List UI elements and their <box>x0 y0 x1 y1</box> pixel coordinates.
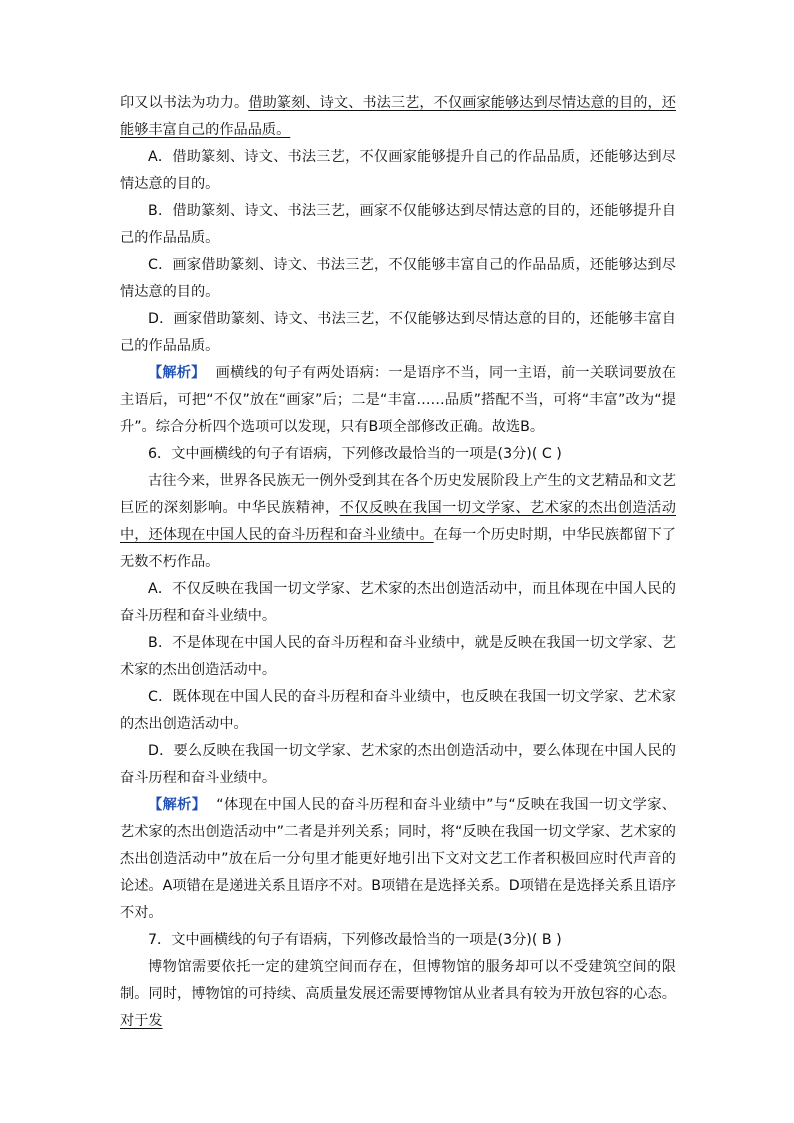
q5-option-a: A．借助篆刻、诗文、书法三艺，不仅画家能够提升自己的作品品质，还能够达到尽情达意的目的。 <box>120 149 676 192</box>
q7-question: 7．文中画横线的句子有语病，下列修改最恰当的一项是(3分)( B ) <box>148 932 562 948</box>
q7-underlined-sentence: 对于发 <box>120 1013 163 1029</box>
q5-underlined-sentence: 借助篆刻、诗文、书法三艺，不仅画家能够达到尽情达意的目的，还能够丰富自己的作品品质。 <box>120 95 676 138</box>
q6-underlined-sentence: 不仅反映在我国一切文学家、艺术家的杰出创造活动中，还体现在中国人民的奋斗历程和奋斗业绩中。 <box>120 500 676 543</box>
q6-option-a: A．不仅反映在我国一切文学家、艺术家的杰出创造活动中，而且体现在中国人民的奋斗历程和奋斗业绩中。 <box>120 581 676 624</box>
analysis-label: 【解析】 <box>148 365 206 381</box>
q5-passage-plain: 印又以书法为功力。 <box>120 95 249 111</box>
document-page <box>120 90 676 1035</box>
q5-option-d: D．画家借助篆刻、诗文、书法三艺，不仅能够达到尽情达意的目的，还能够丰富自己的作品品质。 <box>120 311 676 354</box>
q6-option-d: D．要么反映在我国一切文学家、艺术家的杰出创造活动中，要么体现在中国人民的奋斗历程和奋斗业绩中。 <box>120 743 676 786</box>
analysis-label: 【解析】 <box>148 797 207 813</box>
q5-option-b: B．借助篆刻、诗文、书法三艺，画家不仅能够达到尽情达意的目的，还能够提升自己的作品品质。 <box>120 203 676 246</box>
q6-question: 6．文中画横线的句子有语病，下列修改最恰当的一项是(3分)( C ) <box>148 446 562 462</box>
q6-passage-after: 在每一个历史时期，中华民族都留下了无数不朽作品。 <box>120 527 676 570</box>
q5-option-c: C．画家借助篆刻、诗文、书法三艺，不仅能够丰富自己的作品品质，还能够达到尽情达意的目的。 <box>120 257 676 300</box>
q7-passage-before: 博物馆需要依托一定的建筑空间而存在，但博物馆的服务却可以不受建筑空间的限制。同时，博物馆的可持续、高质量发展还需要博物馆从业者具有较为开放包容的心态。 <box>120 959 676 1002</box>
q6-option-c: C．既体现在中国人民的奋斗历程和奋斗业绩中，也反映在我国一切文学家、艺术家的杰出创造活动中。 <box>120 689 676 732</box>
q6-passage <box>120 468 676 576</box>
q6-analysis <box>120 792 676 927</box>
q6-analysis-text: “体现在中国人民的奋斗历程和奋斗业绩中”与“反映在我国一切文学家、艺术家的杰出创造活动中”二者是并列关系；同时，将“反映在我国一切文学家、艺术家的杰出创造活动中”放在后一分句里才能更好地引出下文对文艺工作者积极回应时代声音的论述。A项错在是递进关系且语序不对。B项错在是选择关系。D项错在是选择关系且语序不对。 <box>120 797 676 921</box>
q5-analysis <box>120 360 676 441</box>
q7-passage <box>120 954 676 1035</box>
q6-passage-before: 古往今来，世界各民族无一例外受到其在各个历史发展阶段上产生的文艺精品和文艺巨匠的深刻影响。中华民族精神， <box>120 473 676 516</box>
q6-option-b: B．不是体现在中国人民的奋斗历程和奋斗业绩中，就是反映在我国一切文学家、艺术家的杰出创造活动中。 <box>120 635 676 678</box>
q5-analysis-text: 画横线的句子有两处语病：一是语序不当，同一主语，前一关联词要放在主语后，可把“不仅”放在“画家”后；二是“丰富……品质”搭配不当，可将“丰富”改为“提升”。综合分析四个选项可以发现，只有B项全部修改正确。故选B。 <box>120 365 676 435</box>
q5-passage-tail <box>120 90 676 144</box>
